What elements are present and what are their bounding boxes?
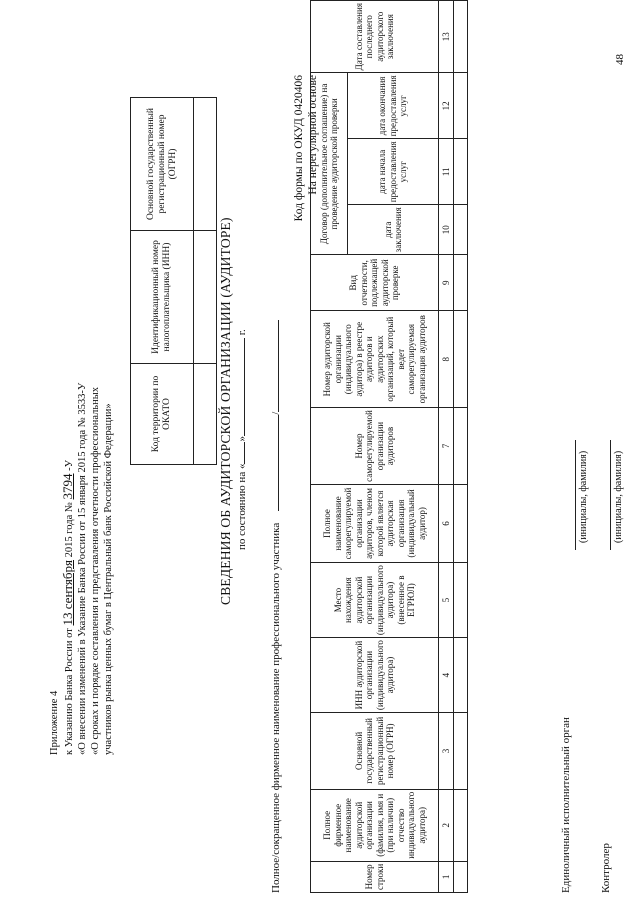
col-number: 12 — [439, 73, 454, 139]
col-report-type-header: Вид отчетности, подлежащей аудиторской проверке — [311, 255, 439, 311]
col-number: 11 — [439, 139, 454, 205]
col-number: 6 — [439, 484, 454, 562]
page-number: 48 — [614, 54, 626, 65]
inn-header: Идентификационный номер налогоплательщика (ИНН) — [131, 231, 194, 364]
participant-full-name-blank — [278, 415, 279, 511]
appendix-line-1: Приложение 4 — [49, 690, 60, 755]
col-number: 3 — [439, 713, 454, 790]
appendix-line-4: «О сроках и порядке составления и представления отчетности профессиональных — [90, 386, 101, 755]
table-cell — [454, 73, 468, 139]
month-year-blank — [244, 338, 245, 436]
as-of-prefix: по состоянию на « — [236, 463, 248, 550]
table-row — [454, 1, 468, 893]
controller-signature-line — [610, 440, 611, 550]
appendix-header — [48, 295, 115, 755]
inn-value — [194, 231, 217, 364]
day-blank — [244, 442, 245, 464]
table-cell — [454, 861, 468, 892]
participant-label: Полное/сокращенное фирменное наименование профессионального участника — [270, 522, 282, 893]
col-ogrn-header: Основной государственный регистрационный номер (ОГРН) — [311, 713, 439, 790]
head-signature-line — [575, 440, 576, 550]
participant-slash: / — [270, 411, 282, 415]
col-registry-number-header: Номер аудиторской организации (индивидуального аудитора) в реестре аудиторов и аудиторских организаций, который ведет саморегулируемая организация аудиторов — [311, 311, 439, 408]
col-auditor-name-header: Полное фирменное наименование аудиторской организации (фамилия, имя и (при наличии) отчество индивидуального аудитора) — [311, 789, 439, 861]
appendix-line-2-prefix: к Указанию Банка России от — [64, 628, 75, 755]
okato-header: Код территории по ОКАТО — [131, 364, 194, 465]
okud-code: Код формы по ОКУД 0420406 — [293, 75, 305, 222]
appendix-line-3: «О внесении изменений в Указание Банка России от 15 января 2015 года № 3533-У — [77, 382, 88, 755]
controller-signature-label: Контролер — [600, 843, 612, 893]
col-sro-name-header: Полное наименование саморегулируемой организации аудиторов, членом которой является аудиторская организация (индивидуальный аудитор) — [311, 484, 439, 562]
col-number: 10 — [439, 205, 454, 255]
table-cell — [454, 484, 468, 562]
col-number: 5 — [439, 563, 454, 638]
table-cell — [454, 255, 468, 311]
col-contract-date-header: дата заключения — [348, 205, 439, 255]
appendix-line-5: участников рынка ценных бумаг в Центральный банк Российской Федерации» — [103, 403, 114, 755]
col-number: 4 — [439, 638, 454, 713]
codes-table — [130, 97, 217, 465]
table-cell — [454, 311, 468, 408]
as-of-suffix: г. — [236, 329, 248, 336]
col-number: 13 — [439, 1, 454, 73]
col-number: 1 — [439, 861, 454, 892]
table-cell — [454, 139, 468, 205]
okato-value — [194, 364, 217, 465]
col-service-start-header: дата начала предоставления услуг — [348, 139, 439, 205]
as-of-date-line — [236, 329, 248, 550]
contract-group-header: Договор (дополнительное соглашение) на проведение аудиторской проверки — [311, 73, 348, 255]
appendix-line-2 — [61, 295, 76, 755]
head-signature-label: Единоличный исполнительный орган — [560, 717, 572, 893]
table-cell — [454, 563, 468, 638]
document-title: СВЕДЕНИЯ ОБ АУДИТОРСКОЙ ОРГАНИЗАЦИИ (АУДИТОРЕ) — [218, 217, 233, 605]
col-number: 9 — [439, 255, 454, 311]
frequency: На нерегулярной основе — [307, 75, 319, 195]
ogrn-value — [194, 98, 217, 231]
table-cell — [454, 713, 468, 790]
ogrn-header: Основной государственный регистрационный номер (ОГРН) — [131, 98, 194, 231]
appendix-doc-number: 3794 — [60, 473, 75, 500]
col-location-header: Место нахождения аудиторской организации (индивидуального аудитора) (внесенное в ЕГРЮЛ) — [311, 563, 439, 638]
table-cell — [454, 408, 468, 485]
participant-name-line — [270, 313, 282, 893]
col-number: 7 — [439, 408, 454, 485]
col-last-opinion-date-header: Дата составления последнего аудиторского заключения — [311, 1, 439, 73]
table-cell — [454, 638, 468, 713]
col-inn-header: ИНН аудиторской организации (индивидуального аудитора) — [311, 638, 439, 713]
appendix-suffix: -У — [64, 459, 75, 471]
head-signature-caption: (инициалы, фамилия) — [578, 450, 589, 543]
table-cell — [454, 205, 468, 255]
appendix-year: 2015 года № — [64, 502, 75, 558]
table-cell — [454, 789, 468, 861]
col-row-number-header: Номер строки — [311, 861, 439, 892]
col-number: 2 — [439, 789, 454, 861]
auditor-info-table — [310, 0, 468, 893]
appendix-date: 13 сентября — [60, 560, 75, 626]
participant-short-name-blank — [278, 320, 279, 412]
table-cell — [454, 1, 468, 73]
col-number: 8 — [439, 311, 454, 408]
col-sro-number-header: Номер саморегулируемой организации аудиторов — [311, 408, 439, 485]
as-of-middle: » — [236, 436, 248, 442]
controller-signature-caption: (инициалы, фамилия) — [613, 450, 624, 543]
col-service-end-header: дата окончания предоставления услуг — [348, 73, 439, 139]
